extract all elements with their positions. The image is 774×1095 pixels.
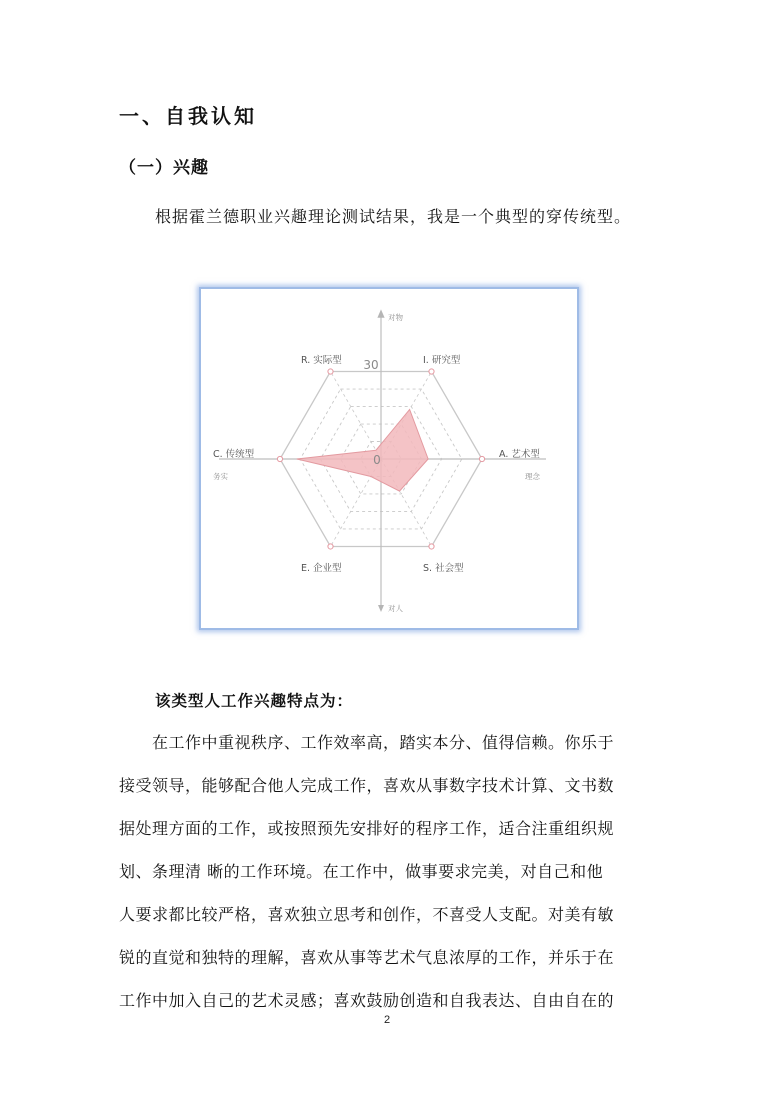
radar-axis-label: A. 艺术型 <box>499 449 540 460</box>
radar-dimension-label-bottom: 对人 <box>388 604 403 613</box>
radar-spoke <box>331 372 382 459</box>
section-heading: 一、自我认知 <box>119 104 257 128</box>
radar-scale-max-label: 30 <box>363 358 379 372</box>
radar-dimension-label-top: 对物 <box>388 313 403 322</box>
traits-line: 在工作中重视秩序、工作效率高，踏实本分、值得信赖。你乐于 <box>119 733 615 752</box>
traits-line: 据处理方面的工作，或按照预先安排好的程序工作，适合注重组织规 <box>119 819 615 838</box>
radar-scale-min-label: 0 <box>373 453 381 467</box>
radar-dimension-label-left: 务实 <box>213 472 228 481</box>
radar-axis-label: S. 社会型 <box>423 563 464 574</box>
radar-vertex-marker <box>328 544 333 549</box>
radar-axis-label: C. 传统型 <box>213 449 255 460</box>
subsection-heading: （一）兴趣 <box>119 158 209 178</box>
radar-axis-label: R. 实际型 <box>301 355 342 366</box>
radar-axis-label: E. 企业型 <box>301 563 342 574</box>
traits-line: 接受领导，能够配合他人完成工作，喜欢从事数字技术计算、文书数 <box>119 776 615 795</box>
radar-vertex-marker <box>429 544 434 549</box>
page-number: 2 <box>383 1014 391 1026</box>
radar-vertex-marker <box>277 456 282 461</box>
radar-vertex-marker <box>429 369 434 374</box>
radar-dimension-label-right: 理念 <box>525 472 540 481</box>
traits-line: 人要求都比较严格，喜欢独立思考和创作，不喜受人支配。对美有敏 <box>119 905 615 924</box>
holland-radar-figure <box>199 287 579 630</box>
traits-heading: 该类型人工作兴趣特点为： <box>155 692 354 710</box>
radar-chart <box>201 289 577 628</box>
intro-paragraph: 根据霍兰德职业兴趣理论测试结果，我是一个典型的穿传统型。 <box>155 207 632 226</box>
traits-line: 划、条理清 晰的工作环境。在工作中，做事要求完美，对自己和他 <box>119 862 604 881</box>
radar-vertex-marker <box>328 369 333 374</box>
traits-line: 工作中加入自己的艺术灵感；喜欢鼓励创造和自我表达、自由自在的 <box>119 991 615 1010</box>
radar-axis-label: I. 研究型 <box>423 355 461 366</box>
traits-line: 锐的直觉和独特的理解，喜欢从事等艺术气息浓厚的工作，并乐于在 <box>119 948 615 967</box>
radar-vertex-marker <box>479 456 484 461</box>
radar-data-area <box>297 409 428 491</box>
